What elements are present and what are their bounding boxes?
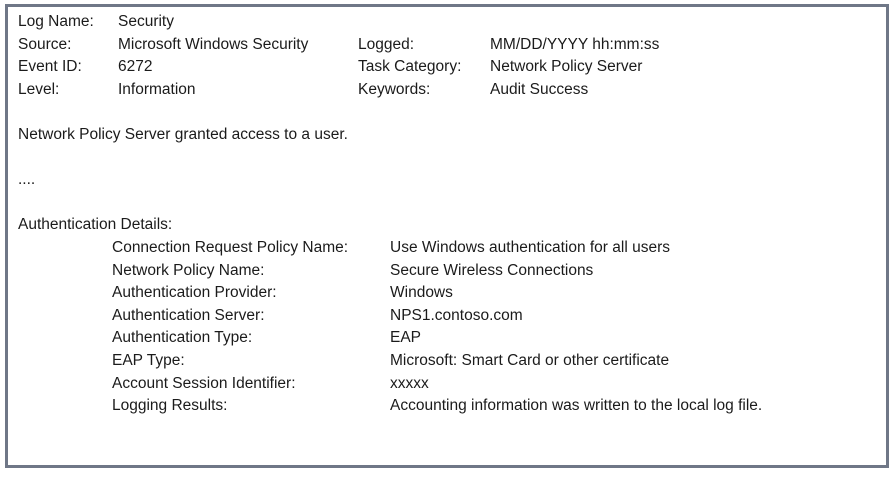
field-value-source: Microsoft Windows Security: [118, 35, 309, 53]
detail-value-network-policy-name: Secure Wireless Connections: [390, 261, 594, 279]
field-label-source: Source:: [18, 35, 72, 53]
field-value-task-category: Network Policy Server: [490, 58, 643, 76]
spacer: [18, 147, 878, 170]
detail-value-connection-request-policy: Use Windows authentication for all users: [390, 238, 670, 256]
detail-label-connection-request-policy: Connection Request Policy Name:: [112, 238, 349, 256]
detail-value-eap-type: Microsoft: Smart Card or other certificate: [390, 351, 670, 369]
field-value-level: Information: [118, 80, 196, 98]
event-record-content: [8, 7, 886, 418]
event-description: Network Policy Server granted access to a user.: [18, 125, 348, 143]
spacer: [18, 192, 878, 215]
detail-value-account-session-identifier: xxxxx: [390, 374, 429, 392]
field-value-empty: [490, 11, 878, 34]
detail-label-authentication-type: Authentication Type:: [112, 329, 253, 347]
detail-label-authentication-server: Authentication Server:: [112, 306, 265, 324]
field-value-log-name: Security: [118, 13, 174, 30]
truncation-ellipsis: ....: [18, 171, 36, 189]
section-title-authentication-details: Authentication Details:: [18, 216, 173, 234]
detail-value-authentication-provider: Windows: [390, 284, 453, 302]
detail-label-eap-type: EAP Type:: [112, 351, 185, 369]
field-value-keywords: Audit Success: [490, 80, 589, 98]
detail-value-authentication-type: EAP: [390, 329, 422, 347]
detail-value-logging-results: Accounting information was written to the local log file.: [390, 397, 763, 415]
detail-value-authentication-server: NPS1.contoso.com: [390, 306, 523, 324]
spacer: [18, 101, 878, 124]
event-header: [18, 11, 878, 101]
field-label-level: Level:: [18, 80, 60, 98]
authentication-details: [112, 237, 878, 418]
field-label-log-name: Log Name:: [18, 13, 94, 30]
detail-label-account-session-identifier: Account Session Identifier:: [112, 374, 296, 392]
event-record-frame: [5, 4, 889, 468]
field-value-event-id: 6272: [118, 58, 153, 76]
detail-label-logging-results: Logging Results:: [112, 397, 228, 415]
field-label-logged: Logged:: [358, 35, 415, 53]
detail-label-network-policy-name: Network Policy Name:: [112, 261, 265, 279]
field-label-empty: [358, 11, 490, 34]
field-label-keywords: Keywords:: [358, 80, 431, 98]
field-label-event-id: Event ID:: [18, 58, 82, 76]
field-label-task-category: Task Category:: [358, 58, 462, 76]
field-value-logged: MM/DD/YYYY hh:mm:ss: [490, 35, 660, 53]
detail-label-authentication-provider: Authentication Provider:: [112, 284, 277, 302]
